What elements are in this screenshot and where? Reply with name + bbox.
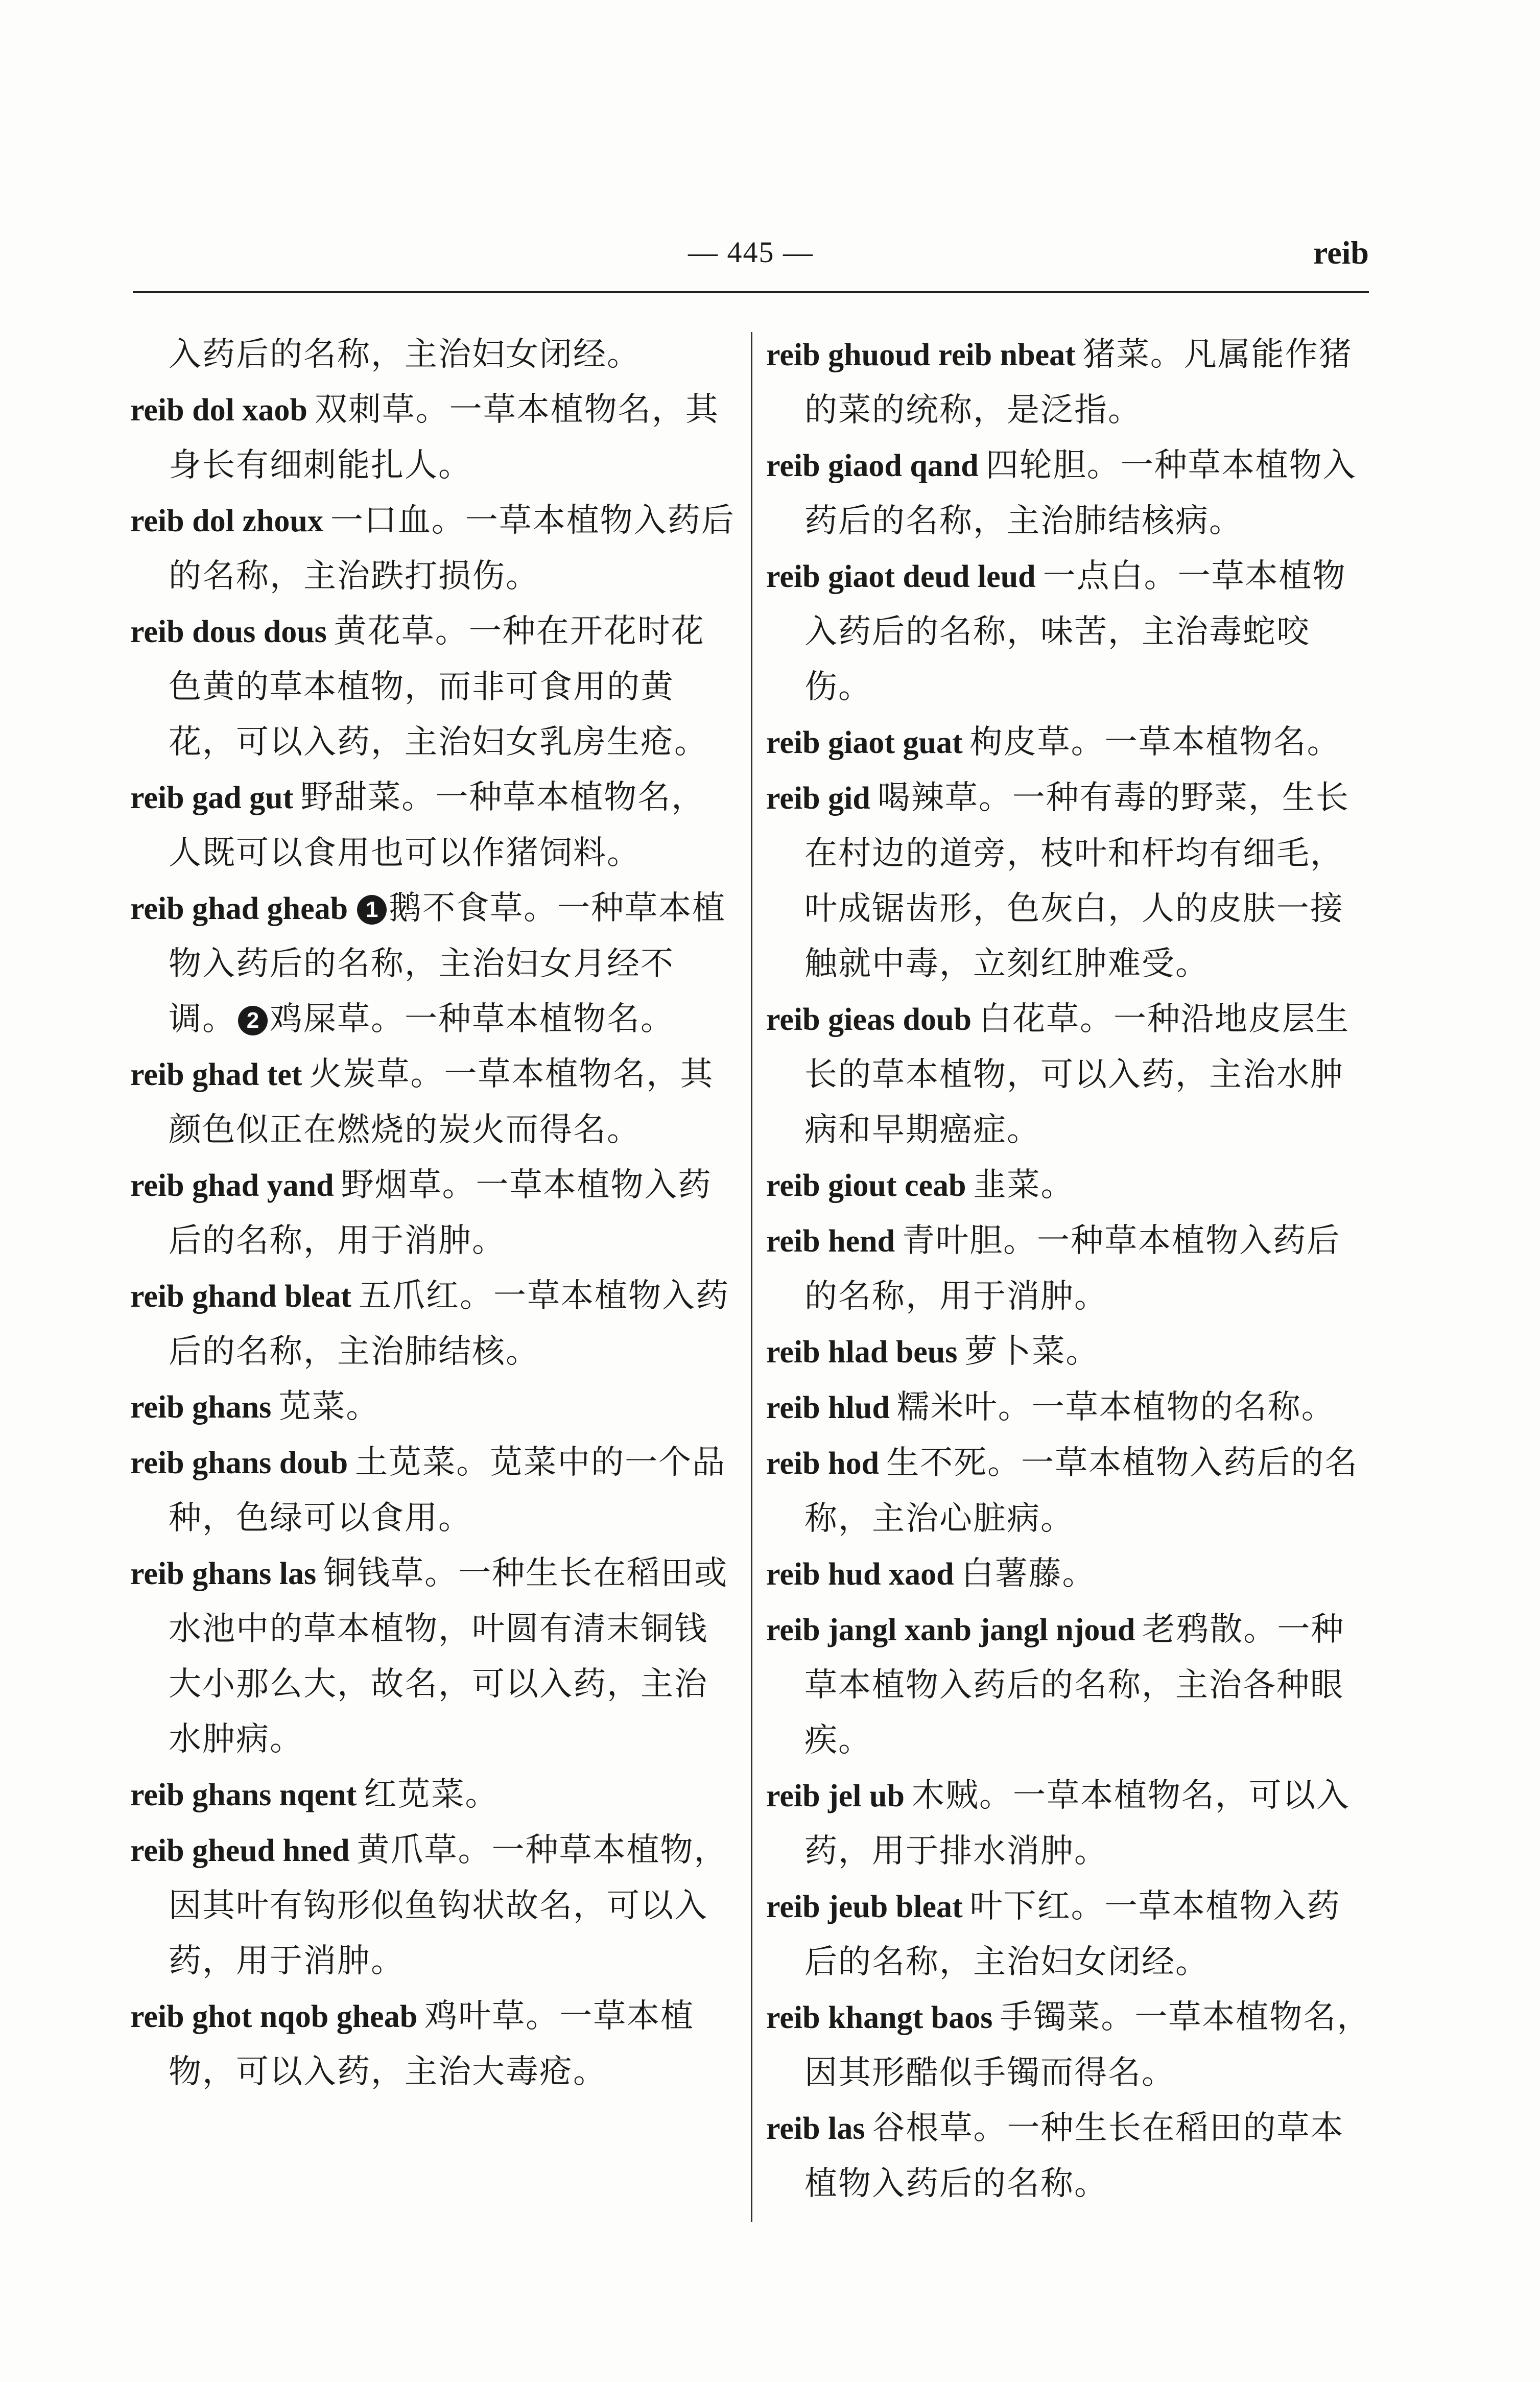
entry-headword: reib las bbox=[766, 2111, 865, 2146]
entry-definition: 猪菜。凡属能作猪的菜的统称，是泛指。 bbox=[804, 336, 1353, 429]
entry-headword: reib giaot guat bbox=[766, 725, 963, 760]
entry-definition: 鹅不食草。一种草本植物入药后的名称，主治妇女月经不调。 bbox=[169, 889, 726, 1038]
entry-definition: 叶下红。一草本植物入药后的名称，主治妇女闭经。 bbox=[804, 1888, 1341, 1981]
dictionary-entry bbox=[130, 1379, 738, 1435]
entry-headword: reib ghad gheab bbox=[130, 891, 348, 926]
entry-definition: 青叶胆。一种草本植物入药后的名称，用于消肿。 bbox=[804, 1222, 1341, 1315]
dictionary-entry bbox=[130, 881, 738, 1047]
running-head: reib bbox=[1313, 234, 1369, 271]
dictionary-entry bbox=[766, 549, 1374, 715]
dictionary-entry bbox=[130, 1989, 738, 2100]
dictionary-entry bbox=[766, 438, 1374, 549]
dictionary-entry bbox=[130, 1823, 738, 1989]
dictionary-entry bbox=[130, 604, 738, 770]
entry-definition: 火炭草。一草本植物名，其颜色似正在燃烧的炭火而得名。 bbox=[169, 1055, 714, 1149]
sense-number-marker: 2 bbox=[238, 1006, 268, 1035]
entry-headword: reib gieas doub bbox=[766, 1002, 972, 1037]
entry-definition: 五爪红。一草本植物入药后的名称，主治肺结核。 bbox=[169, 1277, 729, 1371]
entry-definition: 黄花草。一种在开花时花色黄的草本植物，而非可食用的黄花，可以入药，主治妇女乳房生疮。 bbox=[169, 612, 708, 761]
entry-definition: 四轮胆。一种草本植物入药后的名称，主治肺结核病。 bbox=[804, 446, 1357, 540]
dictionary-entry bbox=[766, 1879, 1374, 1990]
entry-definition: 手镯菜。一草本植物名，因其形酷似手镯而得名。 bbox=[804, 1998, 1371, 2092]
entry-headword: reib jeub bleat bbox=[766, 1890, 963, 1924]
entry-definition: 鸡叶草。一草本植物，可以入药，主治大毒疮。 bbox=[169, 1997, 695, 2091]
dictionary-entry bbox=[766, 1158, 1374, 1213]
entry-headword: reib ghuoud reib nbeat bbox=[766, 338, 1076, 372]
entry-headword: reib ghot nqob gheab bbox=[130, 1999, 418, 2034]
entry-headword: reib dous dous bbox=[130, 615, 327, 649]
entry-definition: 喝辣草。一种有毒的野菜，生长在村边的道旁，枝叶和杆均有细毛，叶成锯齿形，色灰白，人的皮肤一接触就中毒，立刻红肿难受。 bbox=[804, 779, 1349, 983]
dictionary-entry bbox=[130, 382, 738, 493]
entry-definition: 谷根草。一种生长在稻田的草本植物入药后的名称。 bbox=[804, 2109, 1344, 2203]
entry-headword: reib hend bbox=[766, 1224, 895, 1259]
dictionary-entry bbox=[766, 1435, 1374, 1546]
entry-headword: reib hod bbox=[766, 1446, 880, 1481]
dictionary-entry bbox=[766, 1546, 1374, 1602]
entry-headword: reib khangt baos bbox=[766, 2000, 993, 2035]
entry-definition: 韭菜。 bbox=[973, 1166, 1075, 1204]
entry-definition: 苋菜。 bbox=[278, 1388, 380, 1426]
entry-headword: reib gheud hned bbox=[130, 1833, 350, 1868]
dictionary-entry bbox=[766, 770, 1374, 992]
entry-headword: reib ghans las bbox=[130, 1556, 317, 1591]
dictionary-entry bbox=[766, 715, 1374, 770]
entry-definition: 入药后的名称，主治妇女闭经。 bbox=[169, 336, 641, 373]
dictionary-entry bbox=[766, 1990, 1374, 2101]
entry-headword: reib jangl xanb jangl njoud bbox=[766, 1613, 1135, 1647]
entry-definition: 萝卜菜。 bbox=[964, 1333, 1100, 1371]
entry-definition: 鸡屎草。一种草本植物名。 bbox=[270, 1000, 674, 1038]
entry-headword: reib dol xaob bbox=[130, 393, 307, 428]
page-number: — 445 — bbox=[688, 235, 814, 269]
dictionary-entry bbox=[766, 1324, 1374, 1380]
dictionary-entry bbox=[766, 1213, 1374, 1324]
entry-headword: reib jel ub bbox=[766, 1779, 905, 1813]
entry-headword: reib giaod qand bbox=[766, 449, 979, 483]
entry-definition: 黄爪草。一种草本植物，因其叶有钩形似鱼钩状故名，可以入药，用于消肿。 bbox=[169, 1831, 728, 1980]
entry-definition: 木贼。一草本植物名，可以入药，用于排水消肿。 bbox=[804, 1777, 1350, 1870]
entry-definition: 野烟草。一草本植物入药后的名称，用于消肿。 bbox=[169, 1166, 712, 1260]
dictionary-entry bbox=[766, 2101, 1374, 2211]
dictionary-entry bbox=[130, 1435, 738, 1546]
entry-definition: 一口血。一草本植物入药后的名称，主治跌打损伤。 bbox=[169, 502, 735, 595]
sense-number-marker: 1 bbox=[357, 895, 387, 925]
dictionary-entry bbox=[130, 1767, 738, 1823]
right-column bbox=[766, 327, 1374, 2211]
entry-headword: reib ghans nqent bbox=[130, 1778, 357, 1812]
dictionary-entry bbox=[766, 327, 1374, 438]
entry-headword: reib hlad beus bbox=[766, 1335, 958, 1370]
entry-headword: reib ghans doub bbox=[130, 1446, 348, 1480]
entry-definition: 土苋菜。苋菜中的一个品种，色绿可以食用。 bbox=[169, 1444, 726, 1537]
entry-definition: 红苋菜。 bbox=[364, 1776, 499, 1813]
entry-headword: reib giaot deud leud bbox=[766, 559, 1036, 594]
left-column bbox=[130, 327, 738, 2100]
entry-definition: 糯米叶。一草本植物的名称。 bbox=[896, 1388, 1335, 1426]
dictionary-entry bbox=[130, 1047, 738, 1158]
dictionary-entry bbox=[766, 992, 1374, 1158]
entry-headword: reib ghad tet bbox=[130, 1057, 302, 1092]
entry-headword: reib ghad yand bbox=[130, 1168, 334, 1203]
entry-definition: 生不死。一草本植物入药后的名称，主治心脏病。 bbox=[804, 1444, 1359, 1538]
dictionary-entry bbox=[766, 1380, 1374, 1435]
entry-definition: 一点白。一草本植物入药后的名称，味苦，主治毒蛇咬伤。 bbox=[804, 557, 1346, 706]
entry-headword: reib dol zhoux bbox=[130, 504, 323, 538]
entry-definition: 白花草。一种沿地皮层生长的草本植物，可以入药，主治水肿病和早期癌症。 bbox=[804, 1000, 1349, 1149]
dictionary-entry bbox=[766, 1768, 1374, 1879]
dictionary-entry bbox=[130, 327, 738, 382]
header-rule bbox=[133, 291, 1369, 293]
entry-definition: 白薯藤。 bbox=[961, 1555, 1096, 1593]
dictionary-entry bbox=[130, 493, 738, 604]
entry-headword: reib gid bbox=[766, 781, 870, 816]
dictionary-entry bbox=[130, 1546, 738, 1767]
dictionary-entry bbox=[130, 1268, 738, 1379]
page-header bbox=[133, 225, 1369, 296]
entry-definition: 野甜菜。一种草本植物名，人既可以食用也可以作猪饲料。 bbox=[169, 779, 705, 872]
dictionary-entry bbox=[130, 1158, 738, 1268]
entry-headword: reib ghans bbox=[130, 1390, 272, 1425]
entry-definition: 老鸦散。一种草本植物入药后的名称，主治各种眼疾。 bbox=[804, 1611, 1345, 1759]
entry-headword: reib gad gut bbox=[130, 781, 294, 815]
entry-definition: 双刺草。一草本植物名，其身长有细刺能扎人。 bbox=[169, 391, 719, 484]
entry-definition: 枸皮草。一草本植物名。 bbox=[969, 723, 1341, 761]
entry-headword: reib ghand bleat bbox=[130, 1279, 351, 1314]
dictionary-entry bbox=[130, 770, 738, 881]
entry-headword: reib hud xaod bbox=[766, 1557, 954, 1592]
dictionary-entry bbox=[766, 1602, 1374, 1768]
column-divider bbox=[751, 332, 752, 2222]
entry-headword: reib giout ceab bbox=[766, 1168, 966, 1203]
entry-headword: reib hlud bbox=[766, 1390, 890, 1425]
entry-definition: 铜钱草。一种生长在稻田或水池中的草本植物，叶圆有清末铜钱大小那么大，故名，可以入药，主治水肿病。 bbox=[169, 1554, 728, 1758]
